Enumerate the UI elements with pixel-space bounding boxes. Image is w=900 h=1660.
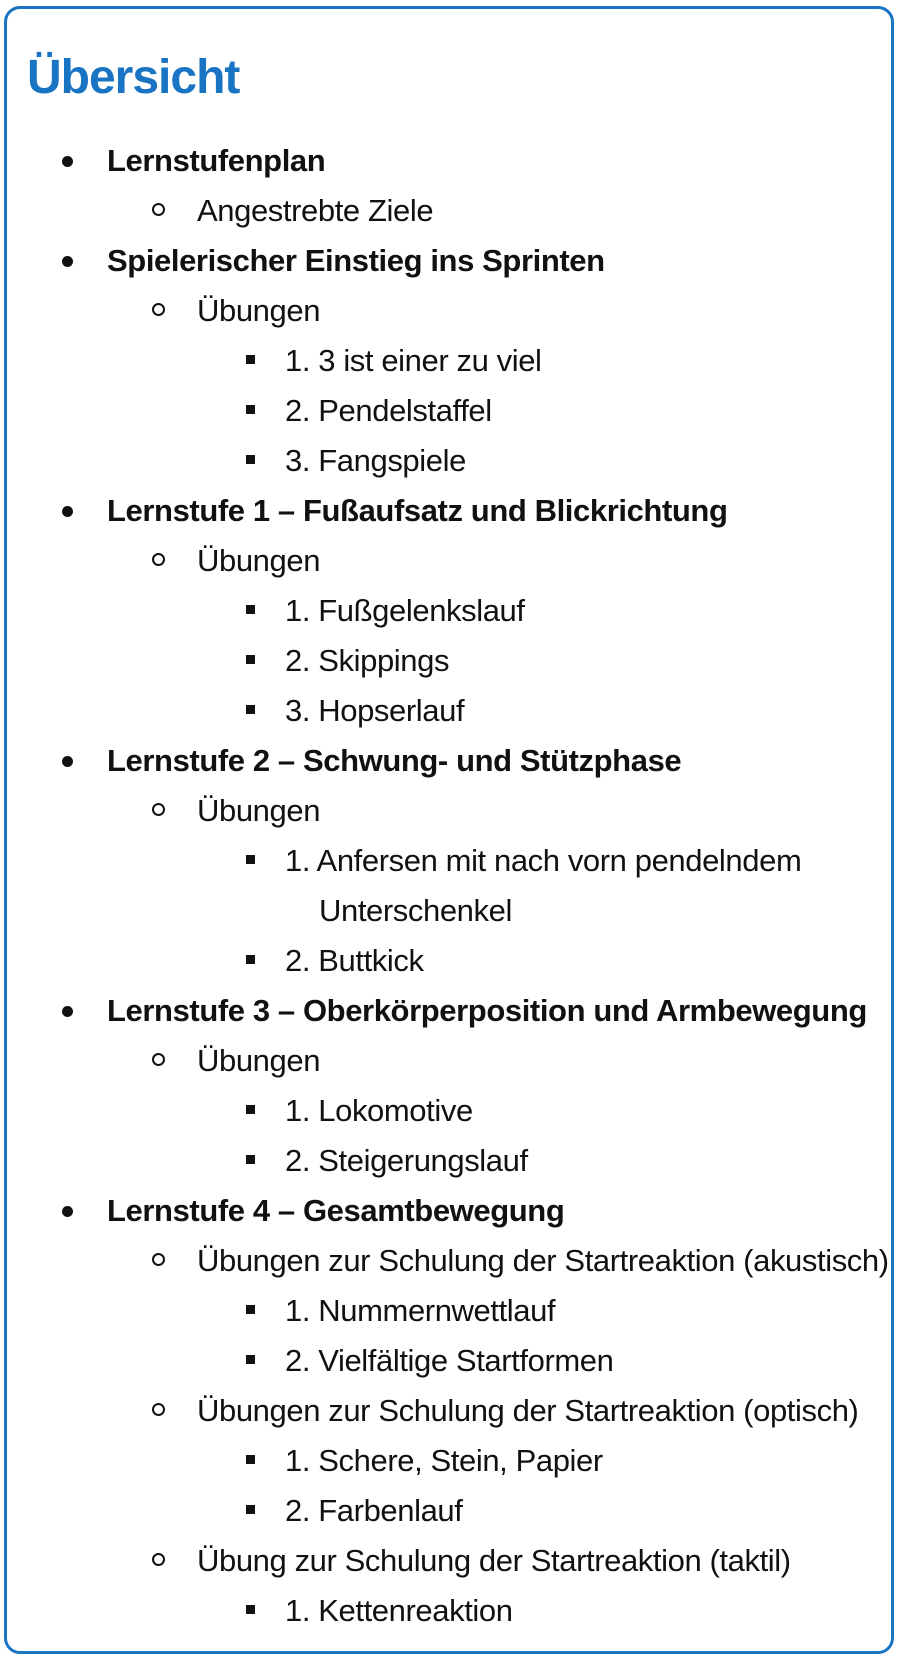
item-label: Übungen zur Schulung der Startreaktion (optisch) [197, 1393, 859, 1428]
item-label: Lernstufe 3 – Oberkörperposition und Armbewegung [107, 993, 867, 1028]
list-item [0, 136, 900, 186]
item-label: 1. Fußgelenkslauf [285, 593, 525, 628]
item-label: Übung zur Schulung der Startreaktion (taktil) [197, 1543, 791, 1578]
item-label: Übungen [197, 543, 321, 578]
list-item [0, 636, 900, 686]
list-item [0, 386, 900, 436]
item-label: Lernstufe 2 – Schwung- und Stützphase [107, 743, 682, 778]
item-label: 3. Fangspiele [285, 443, 466, 478]
item-label: 1. Nummernwettlauf [285, 1293, 556, 1328]
item-label: 2. Pendelstaffel [285, 393, 492, 428]
item-label: Lernstufe 1 – Fußaufsatz und Blickrichtung [107, 493, 728, 528]
list-item [0, 186, 900, 236]
list-item [0, 1336, 900, 1386]
list-item [0, 536, 900, 586]
list-item [0, 336, 900, 386]
item-label: Übungen [197, 293, 321, 328]
item-label: Spielerischer Einstieg ins Sprinten [107, 243, 605, 278]
page-title: Übersicht [27, 51, 240, 104]
list-item [0, 1236, 900, 1286]
outline-list [0, 136, 900, 1636]
list-item [0, 436, 900, 486]
list-item [0, 1136, 900, 1186]
item-label: 2. Skippings [285, 643, 450, 678]
item-label: 1. Lokomotive [285, 1093, 473, 1128]
item-label: 1. Kettenreaktion [285, 1593, 513, 1628]
list-item [0, 1586, 900, 1636]
item-label: Lernstufenplan [107, 143, 326, 178]
list-item [0, 936, 900, 986]
list-item [0, 1186, 900, 1236]
item-label: Angestrebte Ziele [197, 193, 434, 228]
item-label: 1. 3 ist einer zu viel [285, 343, 542, 378]
list-item [0, 286, 900, 336]
list-item [0, 986, 900, 1036]
list-item [0, 1486, 900, 1536]
item-label: 1. Schere, Stein, Papier [285, 1443, 603, 1478]
item-label: 2. Vielfältige Startformen [285, 1343, 614, 1378]
list-item [0, 1386, 900, 1436]
list-item [0, 236, 900, 286]
item-label-continuation: Unterschenkel [319, 893, 512, 928]
list-item [0, 736, 900, 786]
item-label: Übungen [197, 1043, 321, 1078]
list-item [0, 1036, 900, 1086]
item-label: 2. Steigerungslauf [285, 1143, 528, 1178]
list-item [0, 1436, 900, 1486]
list-item [0, 486, 900, 536]
item-label: Übungen [197, 793, 321, 828]
list-item [0, 1086, 900, 1136]
item-label: Lernstufe 4 – Gesamtbewegung [107, 1193, 565, 1228]
list-item [0, 786, 900, 836]
list-item [0, 686, 900, 736]
item-label: Übungen zur Schulung der Startreaktion (akustisch) [197, 1243, 889, 1278]
item-label-wrapped [285, 836, 805, 936]
list-item [0, 1286, 900, 1336]
item-label: 2. Buttkick [285, 943, 424, 978]
list-item [0, 1536, 900, 1586]
item-label: 2. Farbenlauf [285, 1493, 463, 1528]
list-item [0, 586, 900, 636]
list-item [0, 836, 900, 936]
item-label: 3. Hopserlauf [285, 693, 465, 728]
item-label: 1. Anfersen mit nach vorn pendelndem [285, 843, 802, 878]
